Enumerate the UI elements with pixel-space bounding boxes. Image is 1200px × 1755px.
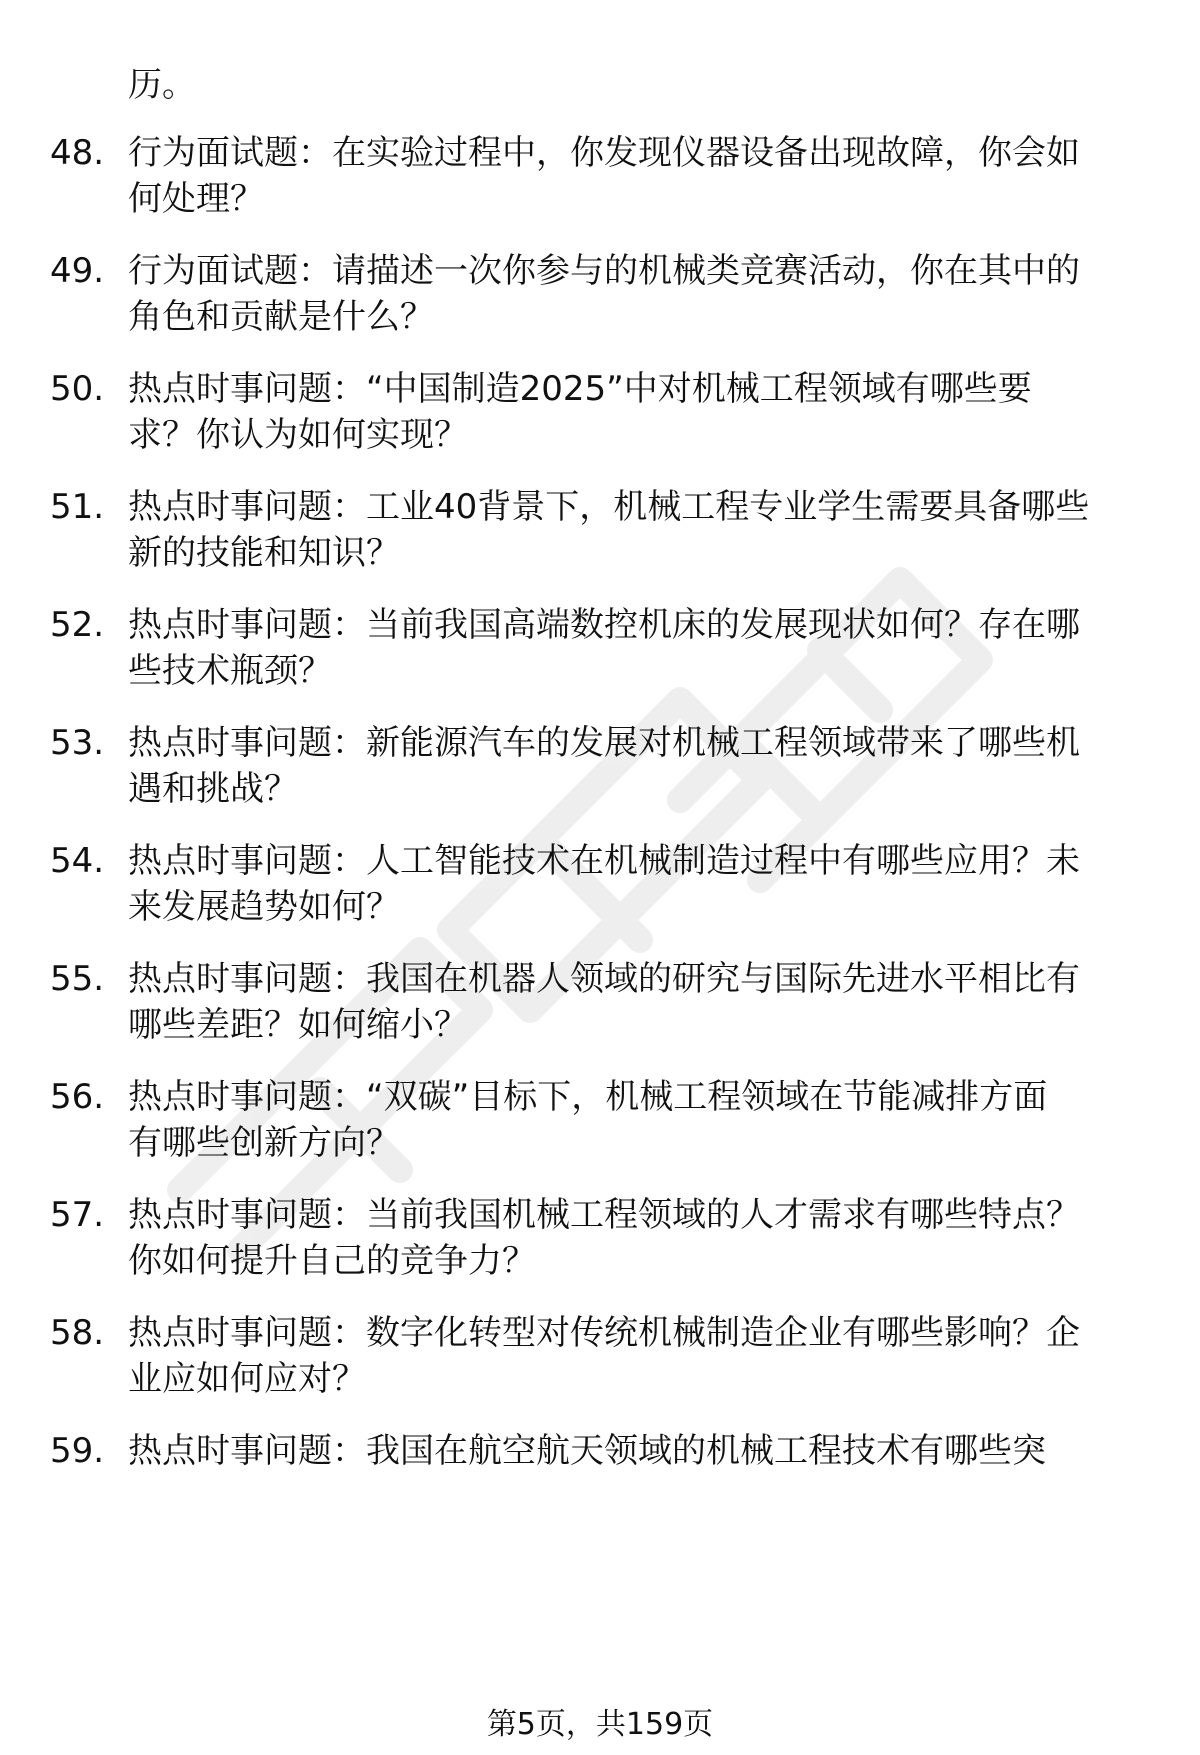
item-number: 57. [50,1195,105,1235]
item-number: 59. [50,1431,105,1471]
item-text: 热点时事问题：我国在航空航天领域的机械工程技术有哪些突 [128,1431,1046,1471]
item-number: 48. [50,133,105,173]
list-item [50,838,1150,930]
item-number: 56. [50,1077,105,1117]
list-item [50,1428,1150,1474]
item-number: 55. [50,959,105,999]
list-item [50,366,1150,458]
item-text: 热点时事问题：“双碳”目标下，机械工程领域在节能减排方面 有哪些创新方向？ [128,1077,1048,1163]
item-text: 热点时事问题：人工智能技术在机械制造过程中有哪些应用？未 来发展趋势如何？ [128,841,1080,927]
list-item [50,1074,1150,1166]
list-item [50,484,1150,576]
item-text: 热点时事问题：当前我国机械工程领域的人才需求有哪些特点？ 你如何提升自己的竞争力？ [128,1195,1080,1281]
list-item [50,602,1150,694]
item-number: 51. [50,487,105,527]
list-item [50,1192,1150,1284]
item-number: 50. [50,369,105,409]
page-footer: 第5页，共159页 [486,1707,714,1742]
list-item [50,248,1150,340]
item-text: 热点时事问题：当前我国高端数控机床的发展现状如何？存在哪 些技术瓶颈？ [128,605,1080,691]
list-item [50,720,1150,812]
item-number: 53. [50,723,105,763]
item-text: 行为面试题：在实验过程中，你发现仪器设备出现故障，你会如 何处理？ [128,133,1080,219]
item-text: 热点时事问题：工业40背景下，机械工程专业学生需要具备哪些 新的技能和知识？ [128,487,1090,573]
item-number: 58. [50,1313,105,1353]
list-item [50,1310,1150,1402]
item-text: 热点时事问题：新能源汽车的发展对机械工程领域带来了哪些机 遇和挑战？ [128,723,1080,809]
item-number: 49. [50,251,105,291]
item-text: 热点时事问题：我国在机器人领域的研究与国际先进水平相比有 哪些差距？如何缩小？ [128,959,1080,1045]
item-number: 54. [50,841,105,881]
item-number: 52. [50,605,105,645]
list-item [50,956,1150,1048]
list-item [50,130,1150,222]
item-text: 热点时事问题：“中国制造2025”中对机械工程领域有哪些要 求？你认为如何实现？ [128,369,1032,455]
continuation-text: 历。 [128,65,196,105]
item-text: 热点时事问题：数字化转型对传统机械制造企业有哪些影响？企 业应如何应对？ [128,1313,1080,1399]
item-text: 行为面试题：请描述一次你参与的机械类竞赛活动，你在其中的 角色和贡献是什么？ [128,251,1080,337]
